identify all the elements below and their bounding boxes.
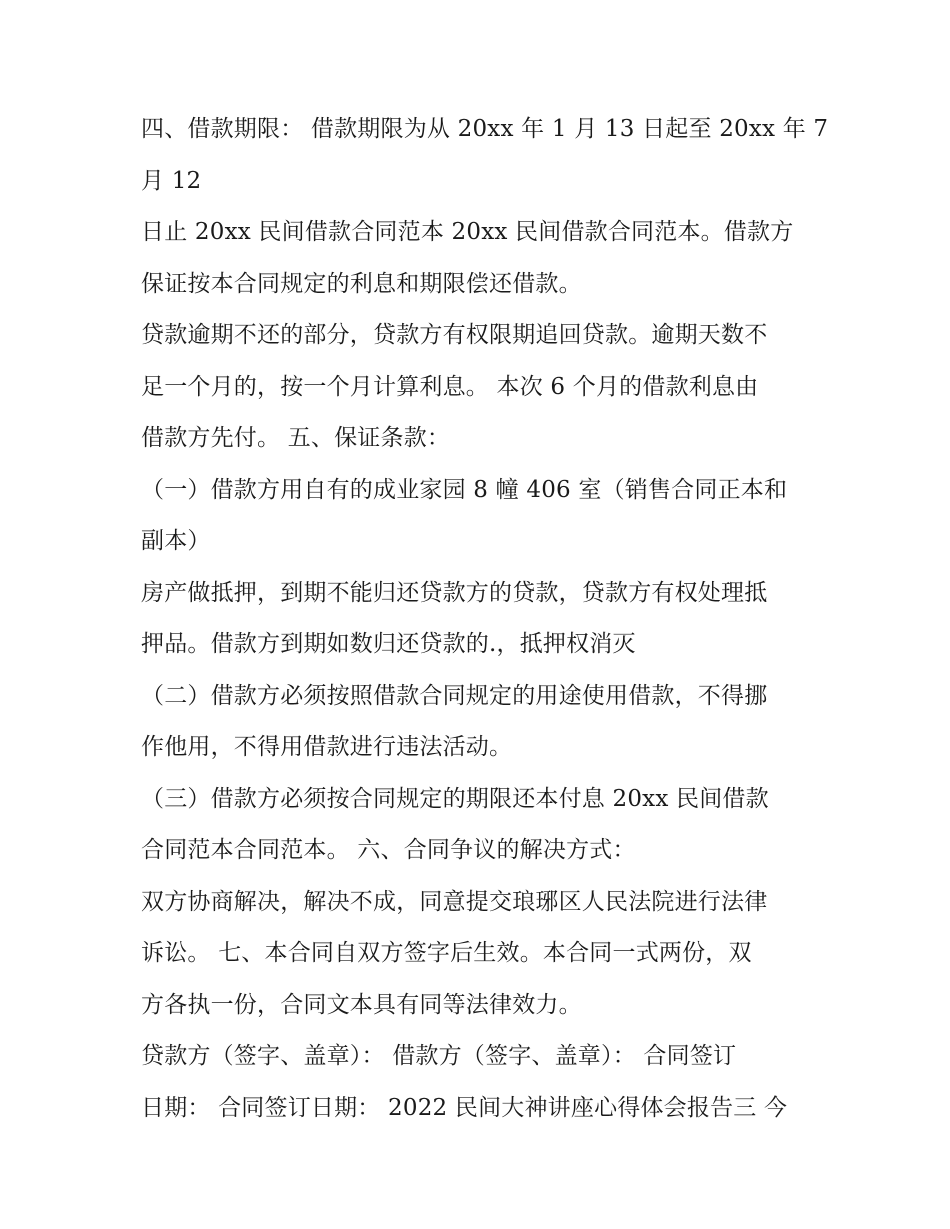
text-line-17: 诉讼。 七、本合同自双方签字后生效。本合同一式两份，双	[141, 940, 752, 966]
text-line-1: 四、借款期限： 借款期限为从 20xx 年 1 月 13 日起至 20xx 年 7	[141, 116, 829, 142]
text-line-7: 借款方先付。 五、保证条款：	[141, 425, 451, 451]
text-line-10: 房产做抵押，到期不能归还贷款方的贷款，贷款方有权处理抵	[141, 579, 768, 606]
text-line-9: 副本）	[141, 528, 211, 554]
text-line-19: 贷款方（签字、盖章）： 借款方（签字、盖章）： 合同签订	[141, 1043, 737, 1069]
text-line-16: 双方协商解决，解决不成，同意提交琅琊区人民法院进行法律	[141, 888, 768, 915]
text-line-18: 方各执一份，合同文本具有同等法律效力。	[141, 991, 582, 1018]
text-line-6: 足一个月的，按一个月计算利息。 本次 6 个月的借款利息由	[141, 373, 759, 400]
text-line-2: 月 12	[141, 167, 202, 194]
text-line-11: 押品。借款方到期如数归还贷款的.，抵押权消灭	[141, 631, 636, 657]
text-line-14: （三）借款方必须按合同规定的期限还本付息 20xx 民间借款	[141, 785, 769, 812]
text-line-5: 贷款逾期不还的部分，贷款方有权限期追回贷款。逾期天数不	[141, 322, 768, 348]
text-line-15: 合同范本合同范本。 六、合同争议的解决方式：	[141, 837, 636, 863]
text-line-3: 日止 20xx 民间借款合同范本 20xx 民间借款合同范本。借款方	[141, 219, 794, 245]
text-line-20: 日期： 合同签订日期： 2022 民间大神讲座心得体会报告三 今	[141, 1094, 788, 1121]
text-line-12: （二）借款方必须按照借款合同规定的用途使用借款，不得挪	[141, 682, 768, 709]
text-line-13: 作他用，不得用借款进行违法活动。	[141, 734, 513, 760]
text-line-8: （一）借款方用自有的成业家园 8 幢 406 室（销售合同正本和	[141, 476, 788, 503]
text-line-4: 保证按本合同规定的利息和期限偿还借款。	[141, 270, 582, 297]
document-body	[141, 104, 829, 1134]
